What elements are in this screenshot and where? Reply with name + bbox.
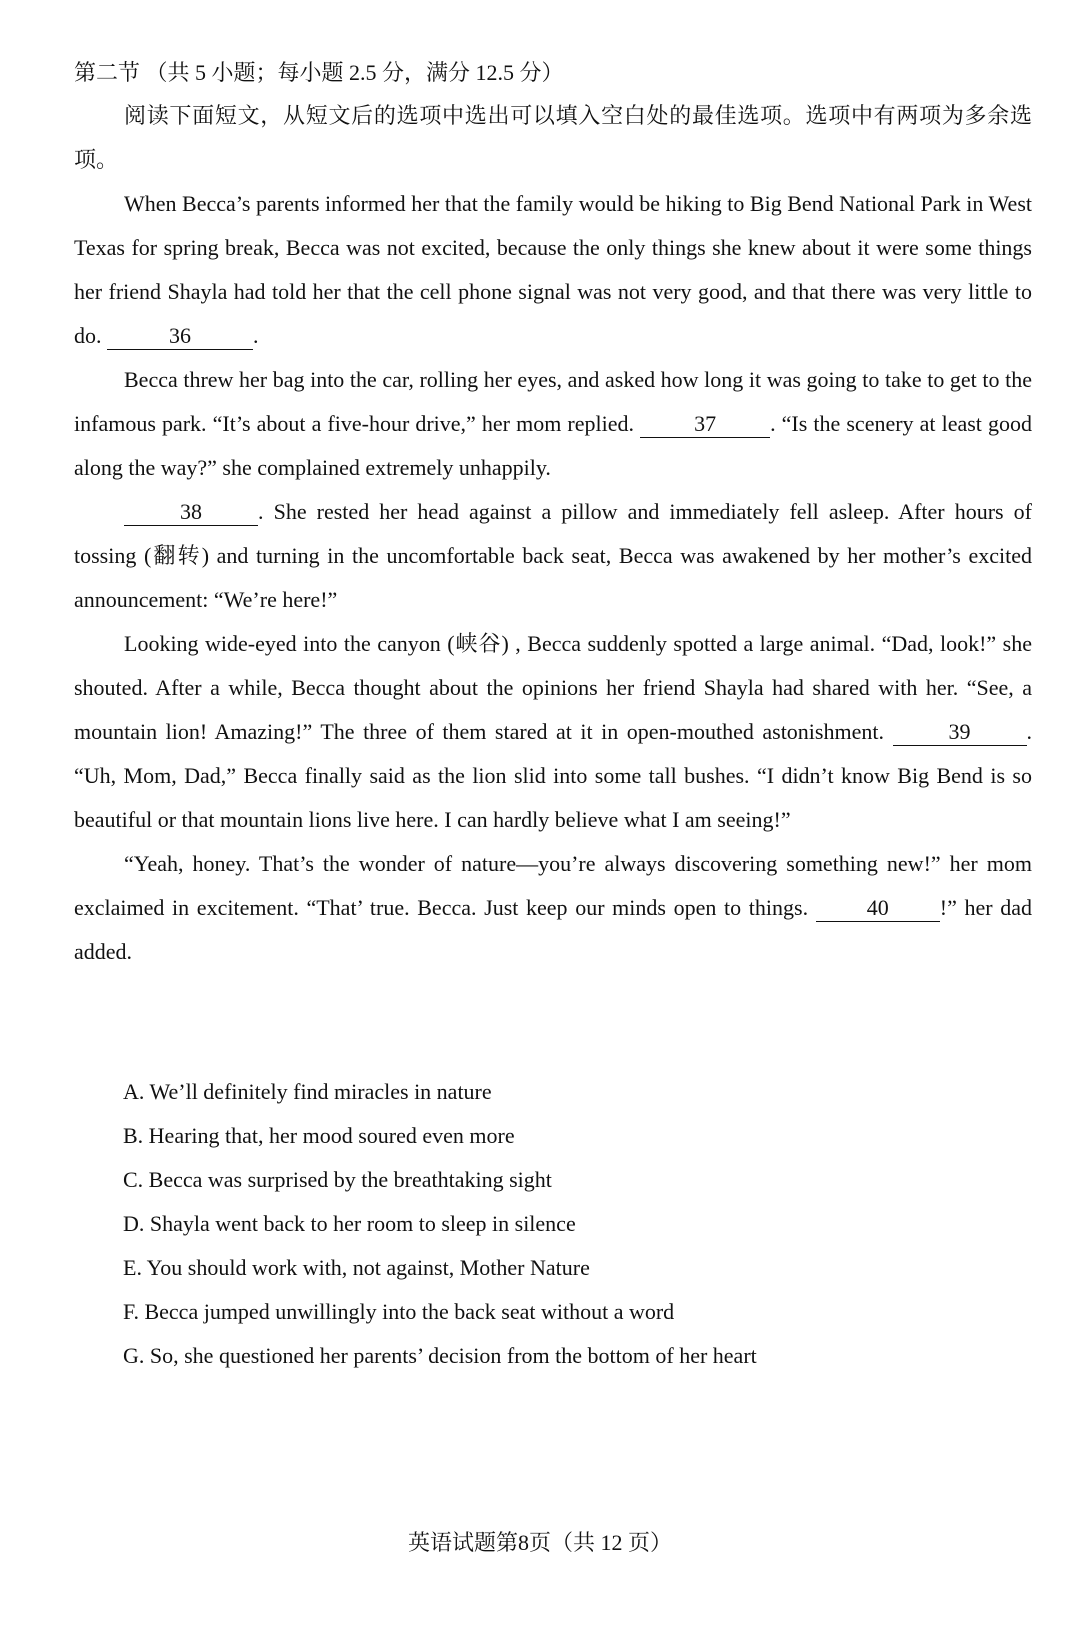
option-b: B. Hearing that, her mood soured even more <box>123 1123 515 1148</box>
paragraph-text: Becca threw her bag into the car, rolling her eyes, and asked how long it was going to take to get to the infamous park. “It’s about a five-hour drive,” her mom replied. <box>74 367 1032 436</box>
option-a: A. We’ll definitely find miracles in nature <box>123 1079 492 1104</box>
paragraph-text: . <box>253 323 259 348</box>
paragraph-text: . She rested her head against a pillow and immediately fell asleep. After hours of tossing (翻转) and turning in the uncomfortable back seat, Becca was awakened by her mother’s excited announcement: “We’re here!” <box>74 499 1032 612</box>
paragraph-text: When Becca’s parents informed her that the family would be hiking to Big Bend National Park in West Texas for spring break, Becca was not excited, because the only things she knew about it were some things her friend Shayla had told her that the cell phone signal was not very good, and that there was very little to do. <box>74 191 1032 348</box>
passage-paragraph-2 <box>74 358 1032 490</box>
option-d: D. Shayla went back to her room to sleep in silence <box>123 1211 576 1236</box>
paragraph-text: “Yeah, honey. That’s the wonder of nature—you’re always discovering something new!” her mom exclaimed in excitement. “That’ true. Becca. Just keep our minds open to things. <box>74 851 1032 920</box>
paragraph-text: . “Uh, Mom, Dad,” Becca finally said as the lion slid into some tall bushes. “I didn’t know Big Bend is so beautiful or that mountain lions live here. I can hardly believe what I am seeing!” <box>74 719 1033 832</box>
option-c: C. Becca was surprised by the breathtaking sight <box>123 1167 552 1192</box>
blank-38: 38 <box>124 499 258 526</box>
section-title: 第二节 （共 5 小题；每小题 2.5 分，满分 12.5 分） <box>74 60 564 85</box>
paragraph-text: !” her dad added. <box>74 895 1033 964</box>
option-f: F. Becca jumped unwillingly into the back seat without a word <box>123 1299 675 1324</box>
blank-37: 37 <box>640 411 770 438</box>
paragraph-text: . “Is the scenery at least good along the way?” she complained extremely unhappily. <box>74 411 1032 480</box>
passage-paragraph-4 <box>74 622 1032 842</box>
paragraph-text: Looking wide-eyed into the canyon (峡谷) , Becca suddenly spotted a large animal. “Dad, look!” she shouted. After a while, Becca thought about the opinions her friend Shayla had shared with her. “See, a mountain lion! Amazing!” The three of them stared at it in open-mouthed astonishment. <box>74 631 1032 744</box>
blank-40: 40 <box>816 895 940 922</box>
blank-39: 39 <box>893 719 1027 746</box>
blank-36: 36 <box>107 323 253 350</box>
passage-paragraph-1 <box>74 182 1032 358</box>
option-g: G. So, she questioned her parents’ decision from the bottom of her heart <box>123 1343 757 1368</box>
page-footer: 英语试题第8页（共 12 页） <box>407 1530 672 1555</box>
passage-paragraph-3 <box>74 490 1032 622</box>
option-e: E. You should work with, not against, Mother Nature <box>123 1255 590 1280</box>
section-instruction: 阅读下面短文，从短文后的选项中选出可以填入空白处的最佳选项。选项中有两项为多余选项。 <box>74 103 1032 172</box>
exam-page <box>74 52 1032 974</box>
answer-options <box>123 1070 1023 1378</box>
passage-paragraph-5 <box>74 842 1032 974</box>
